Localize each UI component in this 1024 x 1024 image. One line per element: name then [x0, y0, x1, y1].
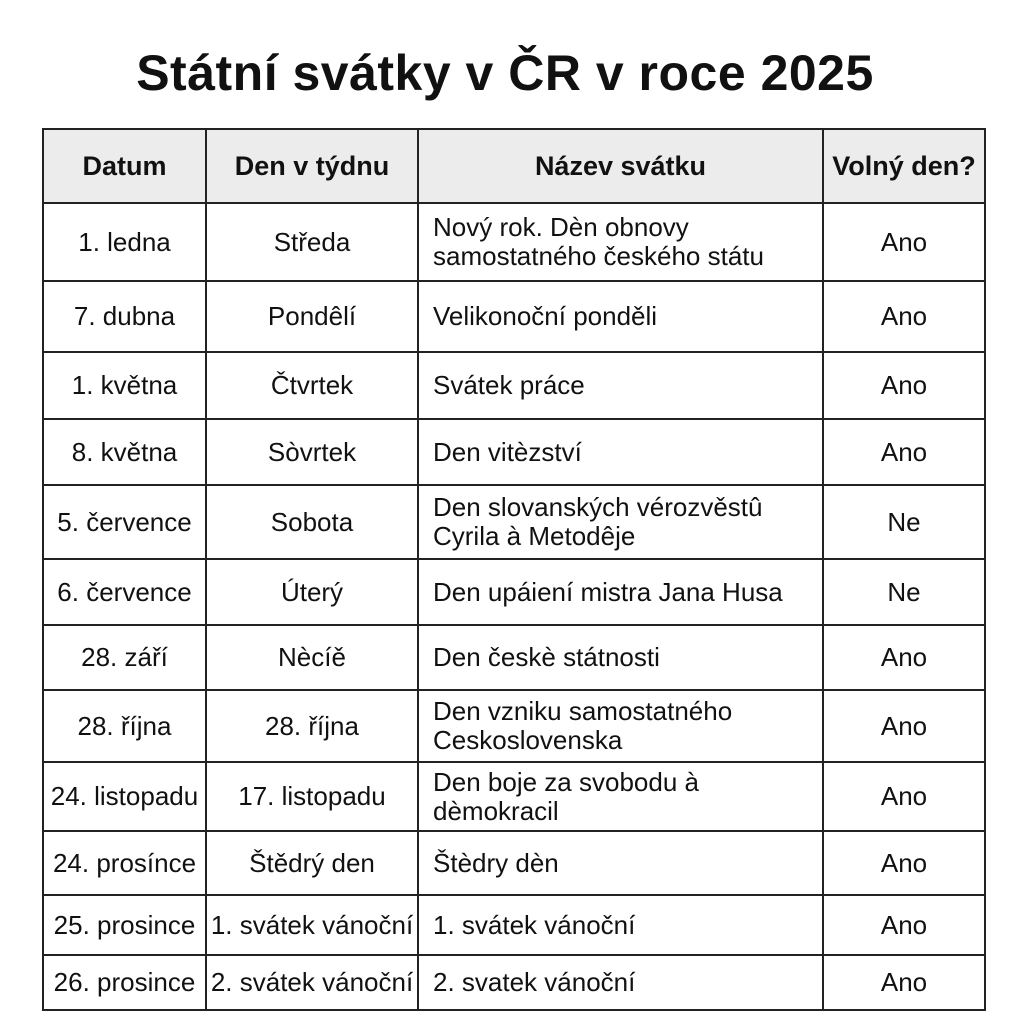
table-row — [43, 955, 985, 1010]
cell-date: 28. října — [43, 690, 206, 762]
cell-day-off: Ano — [823, 762, 985, 831]
table-row — [43, 281, 985, 352]
cell-date: 5. července — [43, 485, 206, 559]
header-date: Datum — [43, 129, 206, 203]
cell-date: 25. prosince — [43, 895, 206, 955]
cell-day-off: Ne — [823, 485, 985, 559]
cell-date: 24. prosínce — [43, 831, 206, 895]
table-row — [43, 419, 985, 485]
cell-day-off: Ano — [823, 895, 985, 955]
cell-name: Velikonoční ponděli — [418, 281, 823, 352]
header-weekday: Den v týdnu — [206, 129, 418, 203]
cell-weekday: 17. listopadu — [206, 762, 418, 831]
table-row — [43, 203, 985, 281]
page-title: Státní svátky v ČR v roce 2025 — [136, 45, 874, 101]
cell-date: 7. dubna — [43, 281, 206, 352]
cell-date: 8. května — [43, 419, 206, 485]
cell-weekday: Středa — [206, 203, 418, 281]
cell-name: Nový rok. Dèn obnovy samostatného českého státu — [418, 203, 823, 281]
cell-weekday: Štědrý den — [206, 831, 418, 895]
cell-day-off: Ano — [823, 831, 985, 895]
cell-name: 1. svátek vánoční — [418, 895, 823, 955]
cell-name: Den českè státnosti — [418, 625, 823, 690]
table-row — [43, 485, 985, 559]
header-row — [43, 129, 985, 203]
cell-day-off: Ano — [823, 281, 985, 352]
cell-date: 1. ledna — [43, 203, 206, 281]
cell-weekday: Sobota — [206, 485, 418, 559]
cell-weekday: Sòvrtek — [206, 419, 418, 485]
cell-weekday: Pondêlí — [206, 281, 418, 352]
cell-name: Den vitèzství — [418, 419, 823, 485]
cell-weekday: 2. svátek vánoční — [206, 955, 418, 1010]
table-row — [43, 762, 985, 831]
cell-name: 2. svatek vánoční — [418, 955, 823, 1010]
cell-date: 28. září — [43, 625, 206, 690]
table-row — [43, 352, 985, 419]
cell-day-off: Ano — [823, 419, 985, 485]
header-name: Název svátku — [418, 129, 823, 203]
cell-weekday: Úterý — [206, 559, 418, 625]
cell-day-off: Ano — [823, 955, 985, 1010]
cell-day-off: Ano — [823, 625, 985, 690]
cell-weekday: Nècíě — [206, 625, 418, 690]
cell-day-off: Ano — [823, 203, 985, 281]
table-row — [43, 559, 985, 625]
holidays-table — [42, 128, 986, 1011]
table-row — [43, 831, 985, 895]
cell-weekday: Čtvrtek — [206, 352, 418, 419]
cell-weekday: 1. svátek vánoční — [206, 895, 418, 955]
cell-name: Svátek práce — [418, 352, 823, 419]
cell-date: 6. července — [43, 559, 206, 625]
cell-day-off: Ano — [823, 352, 985, 419]
cell-name: Štèdry dèn — [418, 831, 823, 895]
cell-weekday: 28. října — [206, 690, 418, 762]
cell-name: Den slovanských vérozvěstû Cyrila à Metodêje — [418, 485, 823, 559]
cell-date: 1. května — [43, 352, 206, 419]
table-row — [43, 895, 985, 955]
cell-day-off: Ne — [823, 559, 985, 625]
cell-date: 26. prosince — [43, 955, 206, 1010]
table-row — [43, 625, 985, 690]
cell-day-off: Ano — [823, 690, 985, 762]
cell-name: Den boje za svobodu à dèmokracil — [418, 762, 823, 831]
cell-name: Den vzniku samostatného Ceskoslovenska — [418, 690, 823, 762]
header-day-off: Volný den? — [823, 129, 985, 203]
cell-date: 24. listopadu — [43, 762, 206, 831]
cell-name: Den upáiení mistra Jana Husa — [418, 559, 823, 625]
table-row — [43, 690, 985, 762]
